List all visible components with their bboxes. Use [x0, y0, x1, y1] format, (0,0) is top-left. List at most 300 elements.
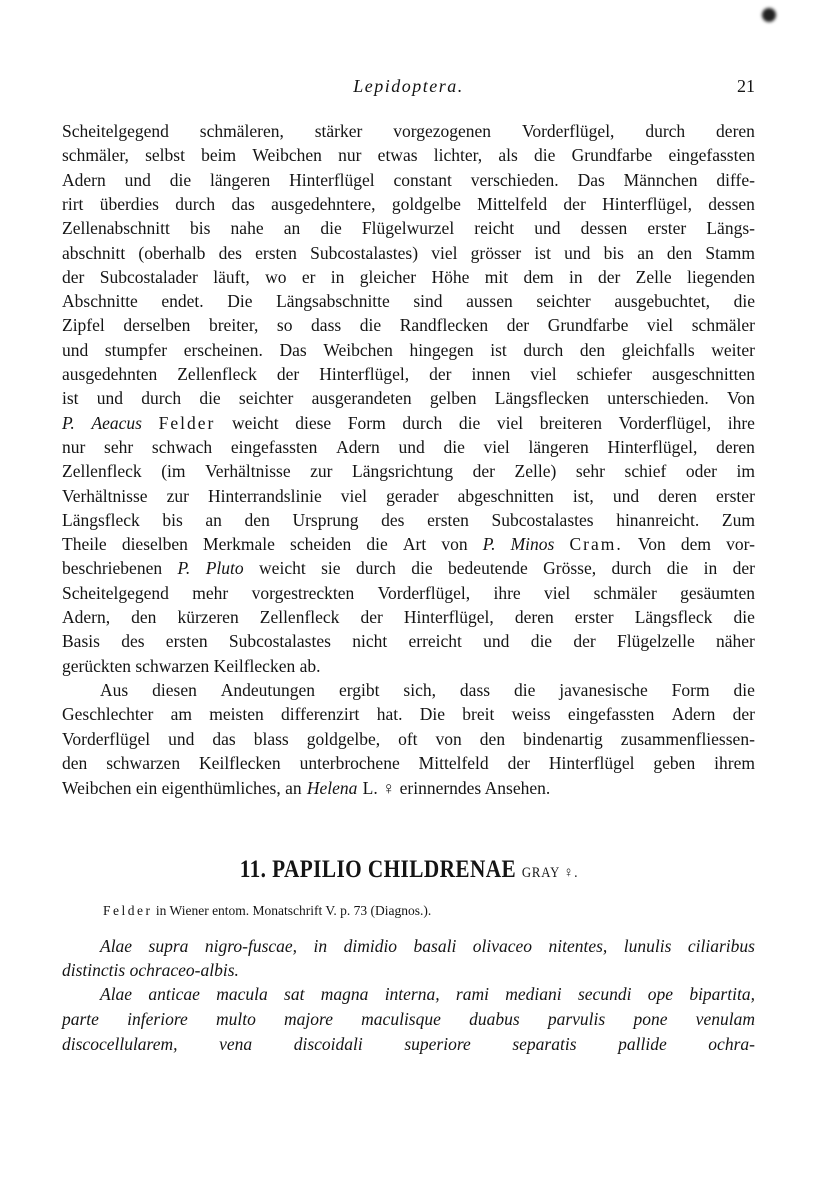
text-segment: am [170, 704, 193, 725]
italic-text: pone [633, 1009, 668, 1029]
text-segment: bis [162, 509, 183, 530]
text-segment: ergibt [338, 680, 380, 700]
text-line [100, 984, 755, 1005]
text-segment: Felder [158, 412, 216, 433]
text-segment: und [564, 242, 591, 263]
text-line [62, 534, 755, 555]
running-head [62, 76, 755, 102]
text-segment: Scheitelgegend [62, 582, 169, 603]
text-segment: diesen [152, 680, 197, 700]
text-segment: ausgedehnten [62, 364, 158, 384]
text-segment: dass [459, 680, 491, 700]
italic-text: discoidali [293, 1034, 363, 1054]
italic-text: separatis [512, 1034, 577, 1054]
text-segment: den [62, 753, 88, 774]
text-segment: deren [716, 436, 755, 457]
text-line [62, 291, 755, 312]
text-segment: sind [413, 291, 443, 312]
text-segment: weicht [231, 412, 279, 433]
text-segment: die [513, 680, 536, 700]
italic-text: Alae [100, 936, 133, 956]
text-segment: zusammenfliessen- [620, 728, 755, 749]
text-segment: schief [624, 461, 667, 482]
italic-text: rami [455, 984, 489, 1004]
text-segment: Hinterflügel, [607, 436, 698, 457]
text-segment: die [320, 218, 342, 239]
text-segment: Mittelfeld [477, 193, 548, 214]
text-segment: die [359, 315, 382, 336]
text-line [62, 607, 755, 628]
text-segment: lichter, [433, 145, 483, 166]
text-segment: Flügelzelle [616, 631, 695, 652]
italic-text: inferiore [127, 1009, 188, 1029]
text-segment: Zum [721, 509, 755, 530]
text-segment: dieselben [121, 534, 188, 555]
text-segment: (oberhalb [138, 242, 206, 263]
text-segment: ist, [572, 485, 594, 506]
section-title: PAPILIO CHILDRENAE [272, 856, 517, 883]
text-line [62, 218, 755, 239]
text-segment: gerückten schwarzen Keilflecken ab. [62, 655, 321, 676]
text-segment: Adern [62, 169, 106, 190]
text-segment: ausgeschnitten [651, 364, 755, 384]
text-segment: schmäler [593, 582, 657, 603]
text-segment: bindenartig [523, 728, 603, 749]
text-segment: der [573, 631, 596, 652]
text-segment: Längs- [706, 218, 755, 239]
text-segment: und [62, 339, 89, 360]
text-segment: in [330, 266, 345, 287]
text-segment: durch [645, 121, 686, 141]
text-segment: schwach [151, 436, 213, 457]
text-segment: Hinterflügel [289, 169, 375, 190]
text-segment: Zelle) [514, 461, 557, 482]
text-segment: deren [658, 485, 697, 506]
text-segment: Subcostalastes) [310, 242, 419, 263]
text-segment: erster [716, 485, 755, 506]
text-segment: erster [647, 218, 687, 239]
text-segment: L. ♀ erinnerndes Ansehen. [362, 777, 551, 798]
text-segment: etwas [377, 145, 418, 166]
text-segment: Grösse, [543, 558, 597, 579]
italic-text: multo [215, 1009, 256, 1029]
italic-text: interna, [384, 984, 440, 1004]
text-segment: Längsfleck [62, 509, 140, 530]
text-segment: beim [201, 145, 237, 166]
text-segment: und [483, 631, 510, 652]
text-segment: Hinterflügel, [403, 607, 494, 627]
text-line [62, 729, 755, 750]
ink-speck [762, 8, 776, 22]
text-line [62, 340, 755, 361]
text-segment: von [441, 534, 468, 555]
text-segment: ist [62, 388, 79, 409]
text-segment: erscheinen. [183, 339, 263, 360]
text-line [62, 704, 755, 725]
running-head-title: Lepidoptera. [353, 76, 464, 96]
italic-text: bipartita, [689, 984, 755, 1004]
text-segment: Keilflecken [199, 753, 281, 774]
text-segment: viel [431, 242, 458, 263]
text-segment: das [231, 193, 255, 214]
text-segment: die [666, 558, 689, 579]
text-segment: durch [523, 339, 564, 360]
text-segment: nicht [352, 631, 388, 652]
text-segment: der [732, 558, 755, 579]
text-segment: eingefassten [567, 704, 655, 725]
text-segment: ersten [165, 631, 208, 652]
text-segment: weiter [711, 339, 755, 360]
text-segment: javanesische [559, 680, 648, 700]
text-segment: beschriebenen [62, 558, 163, 579]
text-segment: stumpfer [104, 339, 168, 360]
text-segment: viel [646, 315, 674, 336]
text-segment: diese [295, 412, 332, 433]
italic-text: parte [62, 1009, 99, 1029]
text-segment: Das [577, 169, 605, 190]
text-segment: vorgestreckten [251, 582, 355, 603]
text-line [100, 680, 755, 701]
text-segment: nahe [230, 218, 264, 239]
text-segment: dem [523, 266, 554, 287]
text-line [62, 656, 755, 677]
text-segment: Grundfarbe [571, 145, 653, 166]
text-segment: viel [483, 436, 510, 457]
text-segment: Hinterflügel [548, 753, 635, 774]
text-segment: die [411, 558, 433, 579]
text-segment: eingefassten [668, 145, 755, 166]
text-line [62, 778, 755, 799]
text-segment: hat. [376, 704, 403, 725]
text-segment: der [360, 607, 383, 627]
text-segment: sehr [104, 436, 134, 457]
text-segment: Weibchen [252, 145, 322, 166]
text-line [62, 194, 755, 215]
text-line [62, 315, 755, 336]
text-segment: des [381, 509, 405, 530]
text-segment: weicht [259, 558, 306, 579]
italic-text: vena [219, 1034, 253, 1054]
text-segment: breit [462, 704, 495, 725]
text-line [62, 510, 755, 531]
text-segment: weiss [511, 704, 551, 725]
text-segment: rirt [62, 193, 84, 214]
text-segment: Aus [100, 680, 129, 700]
text-segment: Adern, [62, 607, 111, 627]
text-segment: bis [190, 218, 211, 239]
text-segment: sehr [575, 461, 606, 482]
text-segment: Hinterflügel, [602, 193, 692, 214]
italic-text: P. [177, 558, 191, 579]
text-segment: schmäler, [62, 145, 129, 166]
text-segment: Weibchen ein eigenthümliches, an [62, 777, 302, 798]
text-line [62, 960, 755, 981]
text-segment: durch [141, 388, 182, 409]
text-segment: blass [253, 728, 289, 749]
text-segment: der [62, 266, 85, 287]
text-segment: Stamm [705, 242, 755, 263]
italic-text: majore [284, 1009, 333, 1029]
text-segment: die [733, 607, 755, 627]
text-segment: an [637, 242, 654, 263]
text-segment: der [429, 364, 452, 384]
italic-text: lunulis [623, 936, 672, 956]
text-segment: ihrem [714, 753, 755, 774]
text-segment: nur [62, 436, 86, 457]
text-segment: viel [544, 582, 571, 603]
text-segment: hingegen [409, 339, 474, 360]
italic-text: pallide [618, 1034, 667, 1054]
italic-text: superiore [404, 1034, 471, 1054]
text-segment: und [168, 728, 195, 749]
text-segment: viel [340, 485, 368, 506]
text-segment: Von [637, 534, 666, 555]
text-segment: wo [265, 266, 287, 287]
section-number: 11. [239, 856, 267, 883]
italic-text: Alae [100, 984, 133, 1004]
text-segment: Zelle [635, 266, 672, 287]
text-segment: vorgezogenen [393, 121, 492, 141]
text-segment: durch [355, 558, 396, 579]
text-segment: Randflecken [399, 315, 489, 336]
text-segment: Verhältnisse [62, 485, 148, 506]
text-segment: die [458, 412, 481, 433]
text-segment: oder [685, 461, 717, 482]
text-segment: Weibchen [323, 339, 393, 360]
text-segment: Andeutungen [220, 680, 316, 700]
italic-text: P. [62, 412, 75, 433]
text-segment: längeren [210, 169, 271, 190]
text-segment: Cram. [569, 534, 623, 555]
text-segment: Das [279, 339, 307, 360]
text-segment: die [733, 680, 755, 700]
text-segment: läuft, [213, 266, 250, 287]
text-segment: dessen [708, 193, 755, 214]
text-segment: schmäleren, [199, 121, 284, 141]
text-segment: die [169, 169, 192, 190]
citation-author: Felder [103, 903, 153, 918]
text-segment: in [568, 266, 583, 287]
text-segment: Merkmale [203, 534, 275, 555]
text-segment: innen [471, 364, 511, 384]
italic-text: supra [148, 936, 189, 956]
text-segment: selbst [145, 145, 185, 166]
text-segment: Vorderflügel [62, 728, 151, 749]
text-segment: Längsrichtung [352, 461, 454, 482]
text-segment: seichter [238, 388, 294, 409]
text-segment: abgeschnitten [457, 485, 554, 506]
text-segment: Vorderflügel, [377, 582, 471, 603]
text-segment: den [131, 607, 157, 627]
text-segment: Subcostalader [99, 266, 198, 287]
text-segment: die [366, 534, 388, 555]
text-segment: Die [227, 291, 253, 312]
text-segment: breiteren [539, 412, 602, 433]
text-segment: constant [393, 169, 452, 190]
text-segment: hinanreicht. [616, 509, 700, 530]
italic-text: ope [647, 984, 674, 1004]
italic-text: Pluto [205, 558, 244, 579]
text-segment: das [212, 728, 236, 749]
italic-text: anticae [148, 984, 200, 1004]
text-segment: die [534, 145, 556, 166]
text-segment: der [507, 753, 530, 774]
text-segment: Geschlechter [62, 704, 154, 725]
text-segment: unterschieden. [607, 388, 709, 409]
text-segment: gerader [386, 485, 439, 506]
italic-text: in [313, 936, 328, 956]
text-segment: der [597, 266, 621, 287]
text-segment: unterbrochene [299, 753, 400, 774]
text-segment: eingefassten [230, 436, 318, 457]
text-segment: Zellenfleck [62, 461, 142, 482]
text-segment: Vorderflügel, [521, 121, 615, 141]
text-segment: Theile [62, 534, 107, 555]
text-line [62, 364, 755, 385]
text-segment: meisten [209, 704, 264, 725]
text-segment: Subcostalastes [491, 509, 594, 530]
text-segment: dem [680, 534, 711, 555]
text-segment: zur [166, 485, 189, 506]
text-line [62, 1034, 755, 1055]
text-segment: längeren [528, 436, 589, 457]
text-segment: scheiden [290, 534, 352, 555]
text-segment: durch [175, 193, 216, 214]
italic-text: magna [320, 984, 369, 1004]
italic-text: maculisque [361, 1009, 441, 1029]
text-segment: Grundfarbe [547, 315, 629, 336]
text-segment: der [563, 193, 586, 214]
italic-text: P. [482, 534, 496, 555]
text-segment: seichter [536, 291, 591, 312]
text-segment: schwarzen [106, 753, 181, 774]
text-segment: Basis [62, 631, 100, 652]
text-segment: aussen [466, 291, 513, 312]
text-segment: endet. [161, 291, 204, 312]
text-segment: der [472, 461, 496, 482]
italic-text: sat [284, 984, 305, 1004]
text-segment: deren [514, 607, 554, 627]
text-segment: schiefer [576, 364, 632, 384]
text-segment: sie [321, 558, 341, 579]
text-segment: zur [310, 461, 333, 482]
text-segment: gesäumten [680, 582, 755, 603]
italic-text: distinctis ochraceo-albis. [62, 960, 239, 980]
italic-text: secundi [577, 984, 632, 1004]
text-segment: verschieden. [470, 169, 559, 190]
text-segment: den [244, 509, 270, 530]
text-segment: und [96, 388, 124, 409]
text-segment: Hinterrandslinie [208, 485, 322, 506]
text-segment: gleicher [359, 266, 417, 287]
text-segment: deren [716, 121, 755, 141]
text-segment: von [435, 728, 462, 749]
text-segment: schmäler [691, 315, 755, 336]
text-line [62, 170, 755, 191]
text-segment: der [506, 315, 530, 336]
italic-text: Helena [306, 777, 358, 798]
text-line [62, 413, 755, 434]
text-segment: Längsfleck [634, 607, 713, 627]
italic-text: ciliaribus [687, 936, 755, 956]
text-segment: diffe- [716, 169, 755, 190]
text-segment: an [283, 218, 301, 239]
text-line [62, 558, 755, 579]
text-line [62, 583, 755, 604]
text-segment: ausgerandeten [311, 388, 412, 409]
text-segment: reicht [474, 218, 515, 239]
italic-text: Minos [510, 534, 555, 555]
citation [103, 903, 431, 919]
text-line [62, 243, 755, 264]
text-segment: die [443, 436, 465, 457]
text-line [62, 631, 755, 652]
text-line [62, 121, 755, 142]
text-segment: Form [671, 680, 710, 700]
text-segment: ausgedehntere, [271, 193, 376, 214]
text-segment: er [301, 266, 316, 287]
text-segment: ersten [255, 242, 297, 263]
text-segment: dass [311, 315, 342, 336]
text-segment: Flügelwurzel [361, 218, 455, 239]
italic-text: nitentes, [548, 936, 608, 956]
text-segment: Längsabschnitte [276, 291, 390, 312]
text-segment: Ursprung [292, 509, 359, 530]
text-segment: die [530, 631, 553, 652]
text-segment: kürzeren [177, 607, 239, 627]
text-segment: ist [490, 339, 507, 360]
text-segment: ihre [727, 412, 755, 433]
text-segment: nur [338, 145, 362, 166]
text-segment: Längsflecken [494, 388, 590, 409]
text-segment: und [612, 485, 640, 506]
text-line [62, 461, 755, 482]
text-segment: Subcostalastes [228, 631, 331, 652]
text-segment: ersten [427, 509, 469, 530]
text-segment: sich, [403, 680, 436, 700]
section-heading [61, 856, 756, 884]
text-segment: vor- [726, 534, 755, 555]
text-segment: bis [603, 242, 624, 263]
text-line [62, 486, 755, 507]
italic-text: Aeacus [91, 412, 142, 433]
text-segment: Hinterflügel, [319, 364, 410, 384]
text-segment: im [736, 461, 755, 482]
text-segment: viel [496, 412, 524, 433]
text-segment: mit [484, 266, 509, 287]
citation-text: in Wiener entom. Monatschrift V. p. 73 (Diagnos.). [155, 903, 432, 918]
italic-text: venulam [695, 1009, 755, 1029]
text-segment: des [121, 631, 145, 652]
italic-text: macula [216, 984, 268, 1004]
text-segment: Zellenfleck [259, 607, 340, 627]
text-segment: durch [611, 558, 652, 579]
text-segment: des [218, 242, 242, 263]
page-number: 21 [737, 76, 755, 96]
text-segment: gleichfalls [621, 339, 695, 360]
text-line [62, 145, 755, 166]
italic-text: mediani [505, 984, 562, 1004]
text-segment: Abschnitte [62, 291, 138, 312]
text-segment: grösser [470, 242, 522, 263]
text-segment: überdies [99, 193, 159, 214]
text-segment: so [276, 315, 293, 336]
text-segment: Zellenabschnitt [62, 218, 170, 239]
text-segment: die [199, 388, 221, 409]
text-line [62, 267, 755, 288]
text-segment: in [703, 558, 718, 579]
text-segment: der [276, 364, 300, 384]
